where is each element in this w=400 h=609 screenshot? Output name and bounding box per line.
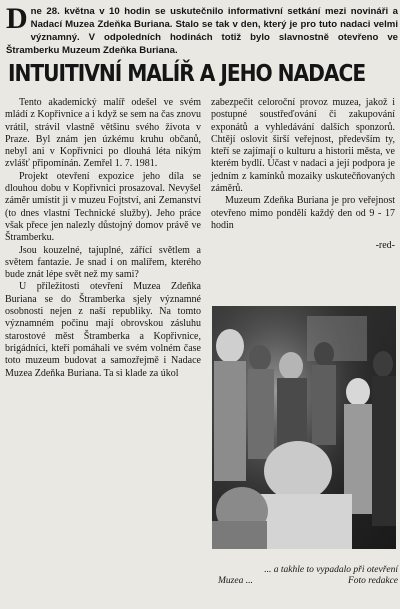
paragraph: U příležitosti otevření Muzea Zdeňka Buriana se do Štramberka sjely významné osobnosti nejen z naší republiky. Na tomto významném počinu mají obrovskou zásluhu starostové měst Štramberka a Kopřivnice, brigádníci, kteří pomáhali ve svém volném čase toto muzeum budovat a samozřejmě i Nadace Muzea Zdeňka Buriana. Ta si klade za úkol — [5, 281, 201, 379]
author-signature: -red- — [375, 240, 395, 252]
intro-paragraph — [6, 2, 398, 57]
intro-text: ne 28. května v 10 hodin se uskutečnilo informativní setkání mezi novináři a Nadací Muzea Zdeňka Buriana. Stalo se tak v den, který je pro tuto nadaci velmi významný. V odpoledních hodinách totiž bylo slavnostně otevřeno ve Štramberku Muzeum Zdeňka Buriana. — [6, 6, 398, 56]
caption-line: ... a takhle to vypadalo při otevření — [264, 565, 398, 575]
drop-cap: D — [6, 2, 28, 35]
article-right-column — [211, 97, 395, 253]
paragraph: Jsou kouzelné, tajuplné, zářící světlem a světem fantazie. Je snad i on malířem, kterého bude znát lépe svět než my sami? — [5, 244, 201, 281]
photo-credit: Foto redakce — [347, 576, 398, 586]
paragraph: Projekt otevření expozice jeho díla se dlouhou dobu v Kopřivnici prosazoval. Nevyšel záměr umístit ji v muzeu Fojtství, ani Zemanství (to dnes vlastní Technické služby). Jeho práce však přece jen nalezly důstojný domov právě ve Štramberku. — [5, 170, 201, 244]
paragraph: Muzeum Zdeňka Buriana je pro veřejnost otevřeno mimo pondělí každý den od 9 - 17 hodin — [211, 195, 395, 231]
caption-line: Muzea ... — [218, 576, 253, 586]
photo-caption — [218, 565, 398, 587]
opening-photo — [212, 306, 396, 549]
paragraph: zabezpečit celoroční provoz muzea, jakož i postupné soustřeďování či zakupování exponátů a vyhledávání dalších sponzorů. Chtějí oslovit širší veřejnost, především ty, kteří se zajímají o kulturu a historii města, ve kterém bydlí. Účast v nadaci a její podpora je jedním z kamínků mozaiky uskutečňovaných záměrů. — [211, 97, 395, 195]
article-left-column — [5, 97, 201, 380]
headline: INTUITIVNÍ MALÍŘ A JEHO NADACE — [8, 59, 366, 87]
crowd-photo-image — [212, 306, 396, 549]
paragraph: Tento akademický malíř odešel ve svém mládí z Kopřivnice a i když se sem na čas znovu vrátil, strávil vlastně většinu svého života v Praze. Byl znám jen úzkému kruhu občanů, nebyl ani v Kopřivnici po dlouhá léta nikým zvlášť připomínán. Zemřel 1. 7. 1981. — [5, 97, 201, 170]
